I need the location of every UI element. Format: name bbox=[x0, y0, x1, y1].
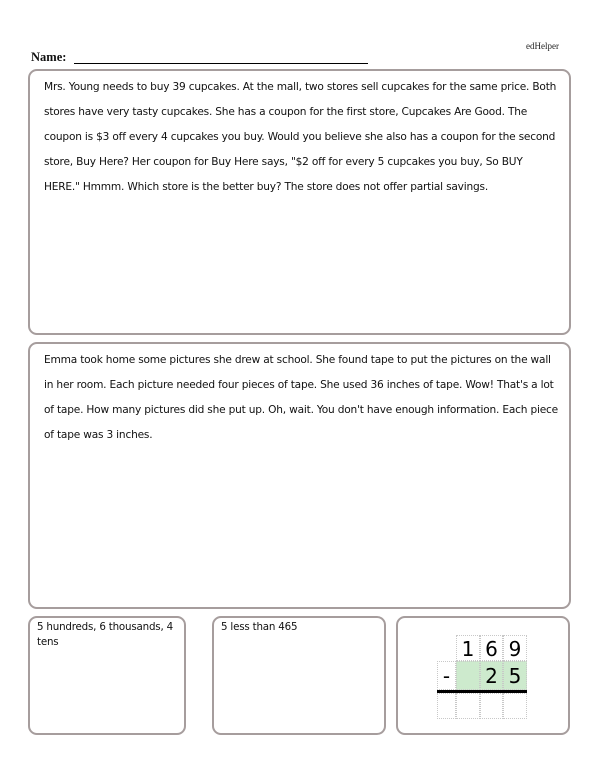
subtraction-problem-box[interactable] bbox=[396, 616, 570, 735]
minus-operator: - bbox=[437, 661, 456, 690]
word-problem-1-box[interactable] bbox=[28, 69, 571, 335]
bottom-digit-tens: 2 bbox=[480, 661, 503, 690]
answer-cell-thousands[interactable] bbox=[437, 693, 456, 719]
name-input-line[interactable] bbox=[74, 63, 368, 64]
word-problem-2-text: Emma took home some pictures she drew at school. She found tape to put the pictures on the wall in her room. Each picture needed four pieces of tape. She used 36 inches of tape. Wow! That's a lot of tape. How many pictures did she put up. Oh, wait. You don't have enough information. Each piece of tape was 3 inches. bbox=[44, 354, 558, 441]
bottom-digit-ones: 5 bbox=[503, 661, 527, 690]
brand-label: edHelper bbox=[526, 41, 559, 51]
answer-cell-ones[interactable] bbox=[503, 693, 527, 719]
answer-cell-hundreds[interactable] bbox=[456, 693, 480, 719]
less-than-problem-box[interactable] bbox=[212, 616, 386, 735]
top-digit-hundreds: 1 bbox=[456, 635, 480, 661]
answer-cell-tens[interactable] bbox=[480, 693, 503, 719]
word-problem-1-text: Mrs. Young needs to buy 39 cupcakes. At the mall, two stores sell cupcakes for the same price. Both stores have very tasty cupcakes. She has a coupon for the first store, Cupcakes Are Good. The coupon is $3 off every 4 cupcakes you buy. Would you believe she also has a coupon for the second store, Buy Here? Her coupon for Buy Here says, "$2 off for every 5 cupcakes you buy, So BUY HERE." Hmmm. Which store is the better buy? The store does not offer partial savings. bbox=[44, 81, 557, 193]
top-digit-tens: 6 bbox=[480, 635, 503, 661]
place-value-problem-text: 5 hundreds, 6 thousands, 4 tens bbox=[37, 621, 173, 648]
name-label: Name: bbox=[31, 50, 67, 64]
word-problem-2-box[interactable] bbox=[28, 342, 571, 609]
place-value-problem-box[interactable] bbox=[28, 616, 186, 735]
top-digit-ones: 9 bbox=[503, 635, 527, 661]
bottom-digit-hundreds bbox=[456, 661, 480, 690]
less-than-problem-text: 5 less than 465 bbox=[221, 621, 298, 633]
